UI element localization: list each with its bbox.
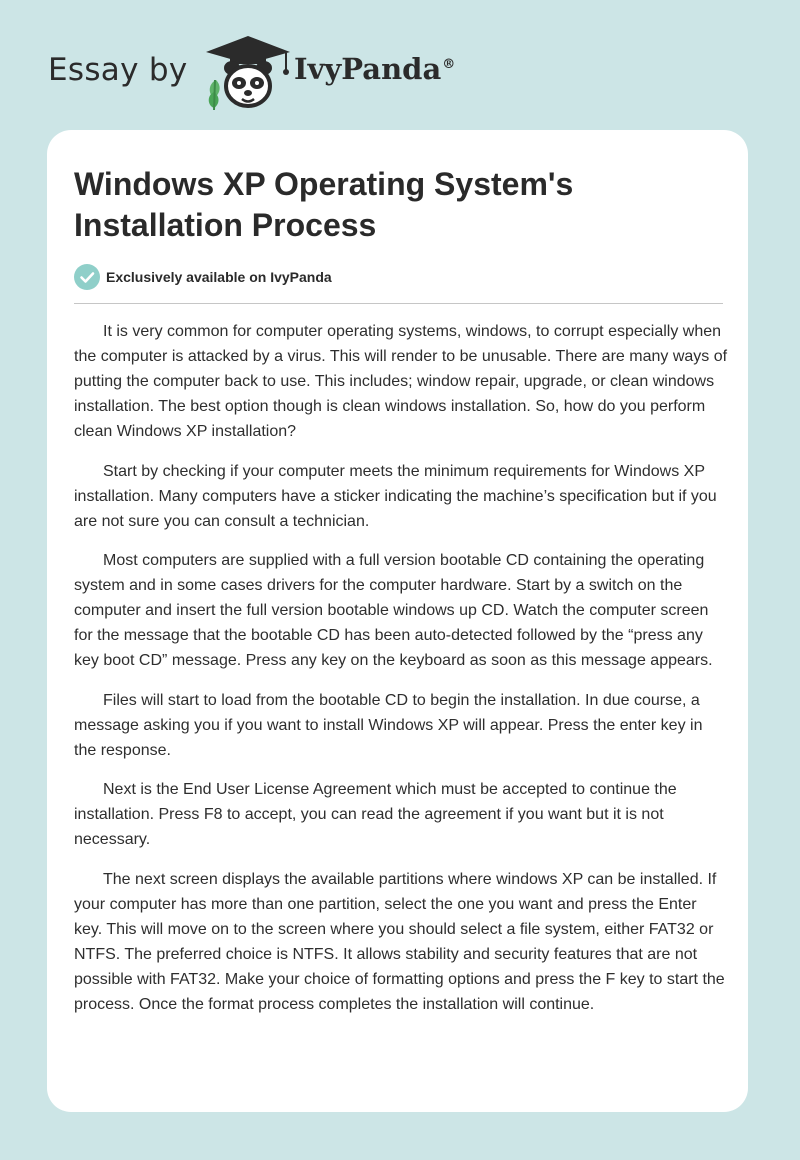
registered-mark: ® <box>442 57 456 73</box>
ivypanda-logo-icon <box>202 34 294 110</box>
paragraph: Start by checking if your computer meets the minimum requirements for Windows XP installation. Many computers have a sticker indicating the machine’s specification but if you are not sure you can consult a technician. <box>74 462 717 530</box>
essay-card <box>47 130 748 1112</box>
paragraph: It is very common for computer operating systems, windows, to corrupt especially when the computer is attacked by a virus. This will render to be unusable. There are many ways of putting the computer back to use. This includes; window repair, upgrade, or clean windows installation. The best option though is clean windows installation. So, how do you perform clean Windows XP installation? <box>74 323 728 440</box>
page-title: Windows XP Operating System's Installation Process <box>74 166 574 243</box>
brand-header <box>48 34 508 114</box>
essay-body <box>74 319 729 1031</box>
paragraph: Most computers are supplied with a full version bootable CD containing the operating system and in some cases drivers for the computer hardware. Start by a switch on the computer and insert the full version bootable windows up CD. Watch the computer screen for the message that the bootable CD has been auto-detected followed by the “press any key boot CD” message. Press any key on the keyboard as soon as this message appears. <box>74 552 713 669</box>
brand-name: IvyPanda® <box>294 52 456 86</box>
badge-label: Exclusively available on IvyPanda <box>106 269 332 285</box>
paragraph: The next screen displays the available partitions where windows XP can be installed. If your computer has more than one partition, select the one you want and press the Enter key. This will move on to the screen where you should select a file system, either FAT32 or NTFS. The preferred choice is NTFS. It allows stability and security features that are not possible with FAT32. Make your choice of formatting options and press the F key to start the process. Once the format process completes the installation will continue. <box>74 870 725 1013</box>
exclusive-badge <box>74 264 332 290</box>
paragraph: Next is the End User License Agreement which must be accepted to continue the installation. Press F8 to accept, you can read the agreement if you want but it is not necessary. <box>74 781 677 848</box>
divider <box>74 303 723 304</box>
paragraph: Files will start to load from the bootable CD to begin the installation. In due course, a message asking you if you want to install Windows XP will appear. Press the enter key in the response. <box>74 691 703 759</box>
essay-by-label: Essay by <box>48 52 188 88</box>
check-circle-icon <box>74 264 100 290</box>
